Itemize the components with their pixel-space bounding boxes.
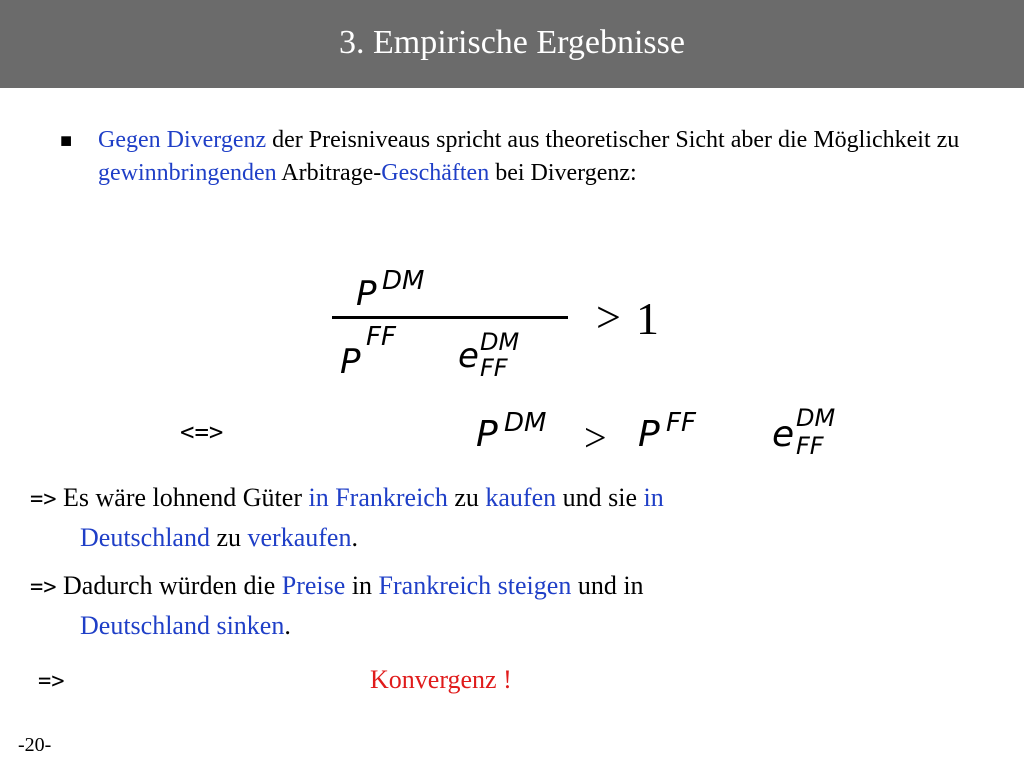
text-segment: . (284, 611, 291, 640)
implication-arrow: => (30, 487, 57, 512)
text-segment: Frankreich steigen (378, 571, 572, 600)
formula2-lhs-p: P (476, 414, 498, 455)
text-segment: Gegen Divergenz (98, 127, 267, 153)
text-segment: Es wäre lohnend Güter (56, 483, 309, 512)
text-segment: der Preisniveaus spricht aus theoretischer Sicht aber die Möglichkeit zu (266, 127, 960, 153)
text-segment: Preise (281, 571, 346, 600)
text-segment: Dadurch würden die (56, 571, 282, 600)
bullet-text (98, 124, 1008, 190)
slide-title: 3. Empirische Ergebnisse (339, 24, 685, 61)
formula-denominator-p-sup: FF (366, 322, 396, 352)
fraction-line (332, 316, 568, 319)
formula2-rhs-p: P (638, 414, 660, 455)
text-segment: bei Divergenz: (489, 160, 637, 186)
conclusion-line-continued (80, 518, 358, 558)
formula2-rhs-e-sub: FF (796, 432, 824, 460)
text-segment: kaufen (485, 483, 557, 512)
page-number: -20- (18, 734, 52, 756)
text-segment: und sie (556, 483, 644, 512)
final-conclusion (38, 660, 65, 702)
formula-rhs: 1 (636, 293, 659, 344)
formula2-lhs-sup: DM (504, 408, 547, 438)
convergence-result: Konvergenz ! (370, 665, 512, 694)
implication-arrow: => (30, 575, 57, 600)
text-segment: zu (447, 483, 486, 512)
formula-denominator-e-sup: DM (480, 328, 520, 356)
text-segment: . (351, 523, 358, 552)
text-segment: verkaufen (247, 523, 352, 552)
formula2-relation: > (584, 415, 607, 460)
formula2-rhs-e: e (772, 414, 795, 455)
formula2-rhs-p-sup: FF (666, 408, 696, 438)
formula-denominator-p: P (340, 342, 361, 382)
formula-numerator-sup: DM (382, 266, 425, 296)
slide-header (0, 0, 1024, 88)
conclusion-line (30, 478, 664, 520)
formula-denominator-e: e (458, 336, 479, 376)
formula2-rhs-e-sup: DM (796, 404, 836, 432)
text-segment: gewinnbringenden (98, 160, 277, 186)
conclusion-line-continued (80, 606, 291, 646)
text-segment: in (643, 483, 664, 512)
equivalence-arrow: <=> (180, 418, 224, 446)
text-segment: Arbitrage- (276, 160, 382, 186)
formula-denominator-e-sub: FF (480, 354, 508, 382)
text-segment: Deutschland (80, 523, 210, 552)
text-segment: Deutschland sinken (80, 611, 285, 640)
text-segment: in Frankreich (308, 483, 448, 512)
text-segment: und in (571, 571, 644, 600)
formula-relation: > (596, 293, 621, 342)
implication-arrow: => (38, 669, 65, 694)
formula-numerator-p: P (356, 274, 377, 314)
text-segment: Geschäften (381, 160, 490, 186)
bullet-square-icon: ■ (60, 130, 73, 152)
text-segment: zu (209, 523, 248, 552)
conclusion-line (30, 566, 644, 608)
text-segment: in (345, 571, 379, 600)
